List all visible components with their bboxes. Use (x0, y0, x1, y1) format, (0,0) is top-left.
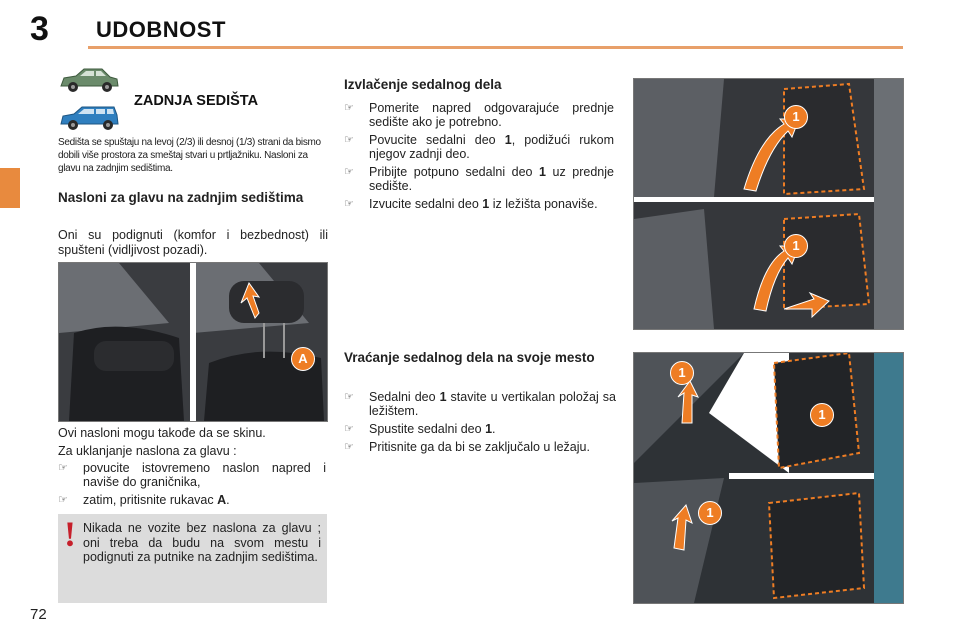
warning-icon: ! (64, 514, 76, 554)
extract-steps (344, 101, 614, 215)
list-item: ☞ Pribijte potpuno sedalni deo 1 uz prednje sedište. (344, 165, 614, 193)
part-1-badge: 1 (810, 403, 834, 427)
extract-photo (633, 78, 904, 330)
list-item: ☞ Izvucite sedalni deo 1 iz ležišta ponaviše. (344, 197, 598, 211)
removal-steps (58, 461, 326, 511)
return-steps (344, 390, 616, 458)
part-1-badge: 1 (784, 105, 808, 129)
list-item: ☞ zatim, pritisnite rukavac A. (58, 493, 230, 507)
extract-illustration (634, 79, 903, 329)
page-number: 72 (30, 606, 47, 623)
header-rule (88, 46, 903, 49)
return-photo (633, 352, 904, 604)
headrest-photo (58, 262, 328, 422)
headrest-text: Oni su podignuti (komfor i bezbednost) ili spušteni (vidljivost pozadi). (58, 228, 328, 257)
bullet-icon: ☞ (58, 494, 68, 506)
list-item: ☞ povucite istovremeno naslon napred i naviše do graničnika, (58, 461, 326, 489)
section-title: ZADNJA SEDIŠTA (134, 93, 259, 109)
bullet-icon: ☞ (344, 391, 354, 403)
removal-text-2: Za uklanjanje naslona za glavu : (58, 444, 237, 458)
bullet-icon: ☞ (344, 134, 354, 146)
chapter-side-tab (0, 168, 20, 208)
bullet-icon: ☞ (344, 441, 354, 453)
extract-heading: Izvlačenje sedalnog dela (344, 77, 502, 92)
return-heading: Vraćanje sedalnog dela na svoje mesto (344, 350, 595, 365)
chapter-title: UDOBNOST (96, 17, 226, 42)
headrest-heading: Nasloni za glavu na zadnjim sedištima (58, 190, 304, 205)
hatchback-car-icon (58, 64, 120, 96)
list-item: ☞ Pomerite napred odgovarajuće prednje sedište ako je potrebno. (344, 101, 614, 129)
sw-car-icon (58, 102, 120, 134)
bullet-icon: ☞ (344, 166, 354, 178)
list-item: ☞ Pritisnite ga da bi se zaključalo u ležaju. (344, 440, 590, 454)
part-1-badge: 1 (698, 501, 722, 525)
chapter-number: 3 (30, 10, 49, 48)
part-1-badge: 1 (670, 361, 694, 385)
list-item: ☞ Povucite sedalni deo 1, podižući rukom njegov zadnji deo. (344, 133, 614, 161)
bullet-icon: ☞ (344, 102, 354, 114)
headrest-illustration (59, 263, 327, 421)
return-illustration (634, 353, 903, 603)
bullet-icon: ☞ (344, 198, 354, 210)
bullet-icon: ☞ (58, 462, 68, 474)
part-1-badge: 1 (784, 234, 808, 258)
intro-text: Sedišta se spuštaju na levoj (2/3) ili desnoj (1/3) strani da bismo dobili više prostora za smeštaj stvari u prtljažniku. Nasloni za glavu na zadnjim sedištima. (58, 137, 321, 174)
removal-text-1: Ovi nasloni mogu takođe da se skinu. (58, 426, 266, 440)
list-item: ☞ Sedalni deo 1 stavite u vertikalan položaj sa ležištem. (344, 390, 616, 418)
list-item: ☞ Spustite sedalni deo 1. (344, 422, 496, 436)
bullet-icon: ☞ (344, 423, 354, 435)
warning-text: Nikada ne vozite bez naslona za glavu ; oni treba da budu na svom mestu i podignuti za putnike na zadnjim sedištima. (83, 521, 321, 564)
label-a-badge: A (291, 347, 315, 371)
